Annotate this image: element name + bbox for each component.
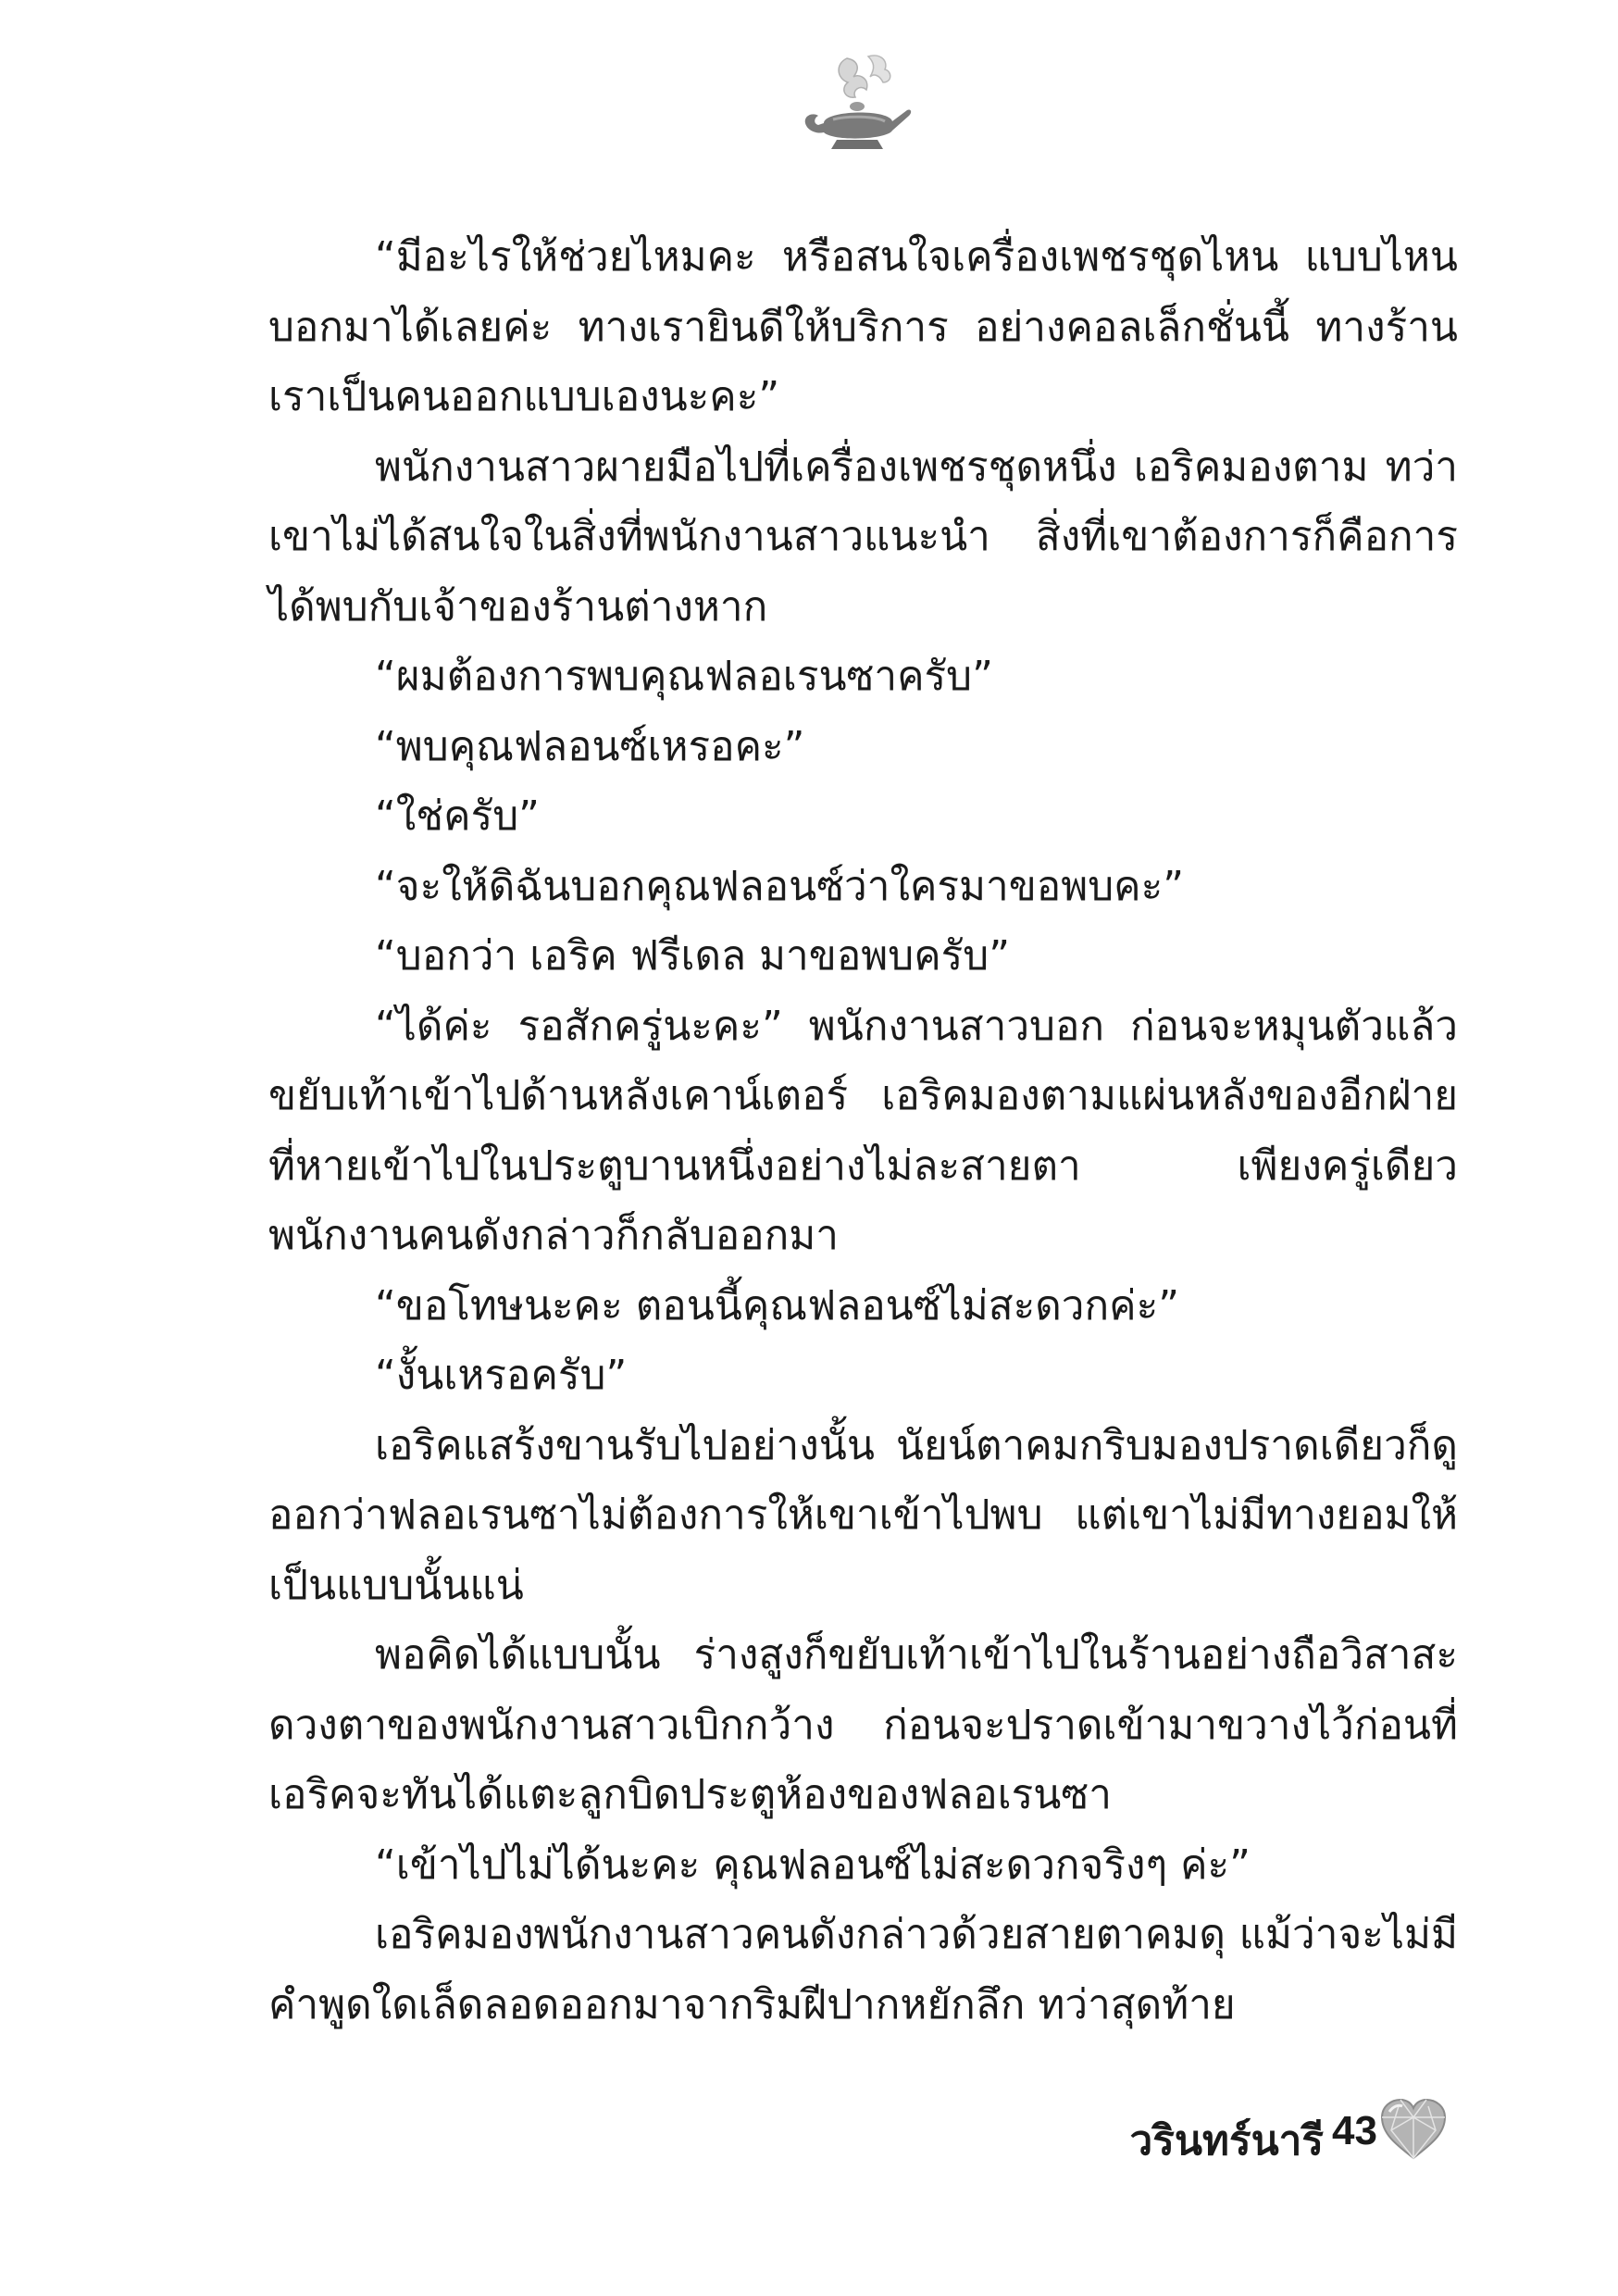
paragraph: “ผมต้องการพบคุณฟลอเรนซาครับ” bbox=[375, 653, 993, 700]
heart-gem-icon bbox=[1378, 2097, 1449, 2162]
story-text bbox=[268, 222, 1458, 2040]
paragraph: เอริคแสร้งขานรับไปอย่างนั้น นัยน์ตาคมกริบมองปราดเดียวก็ดูออกว่าฟลอเรนซาไม่ต้องการให้เขาเข้าไปพบ แต่เขาไม่มีทางยอมให้เป็นแบบนั้นแน่ bbox=[268, 1421, 1458, 1609]
genie-lamp-icon bbox=[796, 51, 916, 162]
paragraph: พอคิดได้แบบนั้น ร่างสูงก็ขยับเท้าเข้าไปในร้านอย่างถือวิสาสะ ดวงตาของพนักงานสาวเบิกกว้าง ก่อนจะปราดเข้ามาขวางไว้ก่อนที่เอริคจะทันได้แตะลูกบิดประตูห้องของฟลอเรนซา bbox=[268, 1631, 1458, 1818]
paragraph: “บอกว่า เอริค ฟรีเดล มาขอพบครับ” bbox=[375, 932, 1010, 980]
paragraph: “มีอะไรให้ช่วยไหมคะ หรือสนใจเครื่องเพชรชุดไหน แบบไหน บอกมาได้เลยค่ะ ทางเรายินดีให้บริการ อย่างคอลเล็กชั่นนี้ ทางร้านเราเป็นคนออกแบบเองนะคะ” bbox=[268, 233, 1458, 420]
paragraph: “งั้นเหรอครับ” bbox=[375, 1352, 628, 1399]
paragraph: “ขอโทษนะคะ ตอนนี้คุณฟลอนซ์ไม่สะดวกค่ะ” bbox=[375, 1281, 1179, 1329]
paragraph: พนักงานสาวผายมือไปที่เครื่องเพชรชุดหนึ่ง เอริคมองตาม ทว่าเขาไม่ได้สนใจในสิ่งที่พนักงานสาวแนะนำ สิ่งที่เขาต้องการก็คือการได้พบกับเจ้าของร้านต่างหาก bbox=[268, 443, 1458, 630]
paragraph: เอริคมองพนักงานสาวคนดังกล่าวด้วยสายตาคมดุ แม้ว่าจะไม่มีคำพูดใดเล็ดลอดออกมาจากริมฝีปากหยักลึก ทว่าสุดท้าย bbox=[268, 1911, 1458, 2028]
paragraph: “ได้ค่ะ รอสักครู่นะคะ” พนักงานสาวบอก ก่อนจะหมุนตัวแล้วขยับเท้าเข้าไปด้านหลังเคาน์เตอร์ เอริคมองตามแผ่นหลังของอีกฝ่ายที่หายเข้าไปในประตูบานหนึ่งอย่างไม่ละสายตา เพียงครู่เดียวพนักงานคนดังกล่าวก็กลับออกมา bbox=[268, 1002, 1458, 1259]
page-number: 43 bbox=[1332, 2108, 1377, 2153]
paragraph: “เข้าไปไม่ได้นะคะ คุณฟลอนซ์ไม่สะดวกจริงๆ ค่ะ” bbox=[375, 1841, 1251, 1889]
page-footer bbox=[1018, 2088, 1481, 2180]
paragraph: “จะให้ดิฉันบอกคุณฟลอนซ์ว่าใครมาขอพบคะ” bbox=[375, 862, 1185, 910]
book-title: วรินทร์นารี bbox=[1129, 2117, 1324, 2165]
paragraph: “ใช่ครับ” bbox=[375, 792, 540, 840]
paragraph: “พบคุณฟลอนซ์เหรอคะ” bbox=[375, 722, 805, 770]
